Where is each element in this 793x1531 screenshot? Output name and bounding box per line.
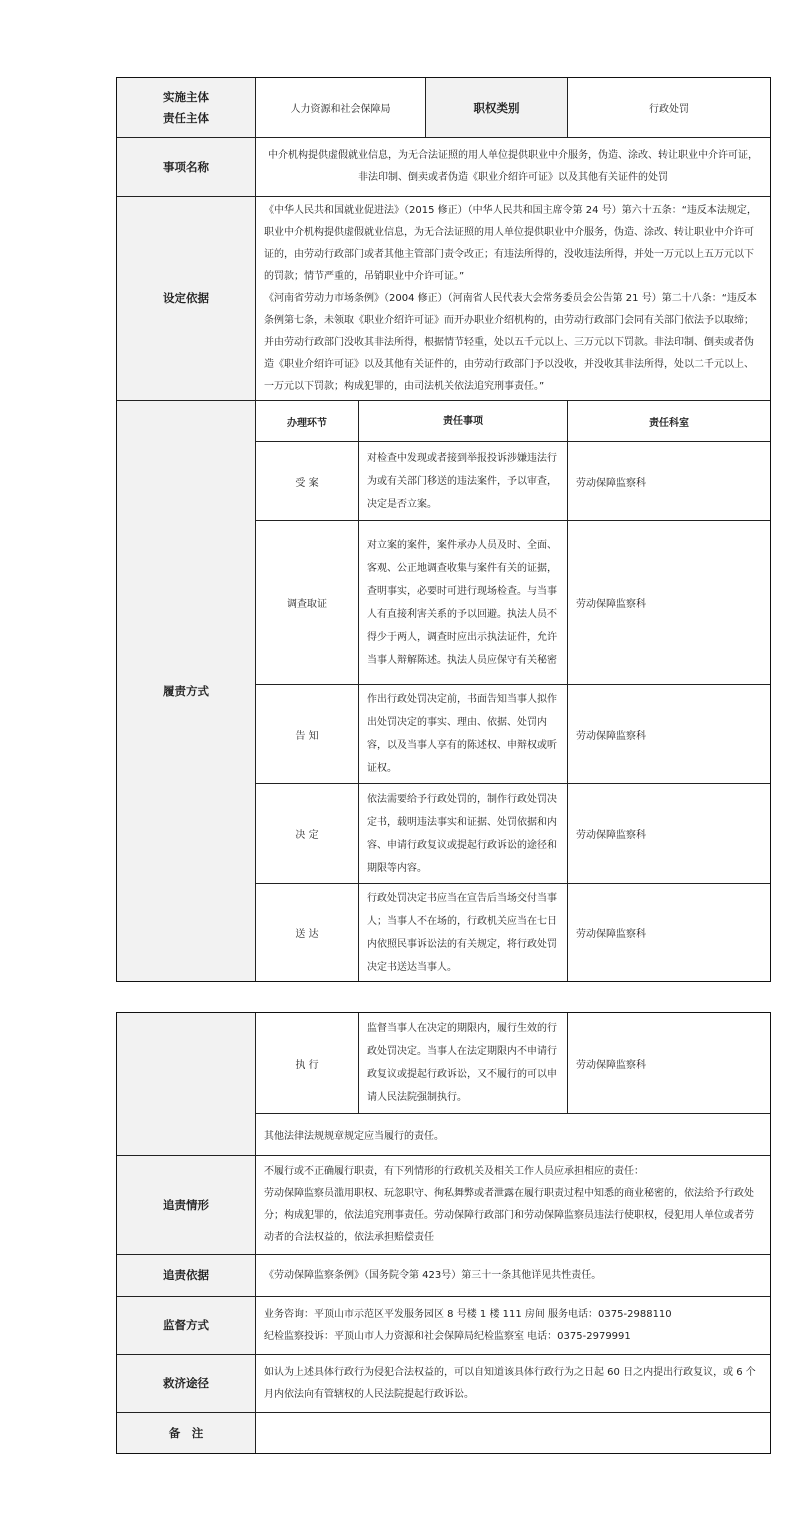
other-duty-row — [256, 1114, 770, 1155]
duty-label: 履责方式 — [117, 401, 256, 981]
duty-row-deliver — [256, 884, 770, 981]
supervision-line: 业务咨询：平顶山市示范区平发服务园区 8 号楼 1 楼 111 房间 服务电话：0375-2988110 — [264, 1308, 672, 1320]
accountability-label: 追责情形 — [117, 1156, 256, 1254]
header-step: 办理环节 — [256, 401, 359, 441]
item-name-row — [117, 138, 770, 197]
duty-row — [117, 401, 770, 981]
accountability-basis-label: 追责依据 — [117, 1255, 256, 1296]
other-duty-text: 其他法律法规规章规定应当履行的责任。 — [264, 1131, 444, 1142]
duty-row-investigate — [256, 521, 770, 685]
header-dept: 责任科室 — [649, 417, 689, 429]
matter-cell: 作出行政处罚决定前，书面告知当事人拟作出处罚决定的事实、理由、依据、处罚内容，以及当事人享有的陈述权、申辩权或听证权。 — [359, 685, 568, 783]
subject-label: 实施主体 责任主体 — [117, 78, 256, 137]
basis-paragraph: 《河南省劳动力市场条例》（2004 修正）（河南省人民代表大会常务委员会公告第 21 号）第二十八条：“违反本条例第七条，未领取《职业介绍许可证》而开办职业介绍机构的，由劳动行政部门会同有关部门依法予以取缔；并由劳动行政部门没收其非法所得，根据情节轻重，处以五千元以上、三万元以下罚款。非法印制、倒卖或者伪造《职业介绍许可证》以及其他有关证件的，由劳动行政部门予以没收，并没收其非法所得，处以二千元以上、一万元以下罚款；构成犯罪的，由司法机关依法追究刑事责任。” — [264, 292, 757, 392]
accountability-basis-row — [117, 1255, 770, 1297]
matter-cell: 依法需要给予行政处罚的，制作行政处罚决定书，载明违法事实和证据、处罚依据和内容、申请行政复议或提起行政诉讼的途径和期限等内容。 — [359, 784, 568, 883]
basis-paragraph: 《中华人民共和国就业促进法》（2015 修正）（中华人民共和国主席令第 24 号）第六十五条：“违反本法规定，职业中介机构提供虚假就业信息，为无合法证照的用人单位提供职业中介服务，伪造、涂改、转让职业中介许可证的，由劳动行政部门或者其他主管部门责令改正；有违法所得的，没收违法所得，并处一万元以上五万元以下的罚款；情节严重的，吊销职业中介许可证。” — [264, 204, 757, 282]
duty-row-decide — [256, 784, 770, 884]
accountability-row — [117, 1156, 770, 1255]
supervision-value — [256, 1297, 770, 1354]
supervision-row — [117, 1297, 770, 1355]
subject-value: 人力资源和社会保障局 — [256, 78, 426, 137]
basis-label: 设定依据 — [117, 197, 256, 400]
duty-subtable — [256, 401, 770, 981]
power-list-table-page2 — [116, 1012, 771, 1454]
remedy-label: 救济途径 — [117, 1355, 256, 1412]
remedy-row — [117, 1355, 770, 1413]
category-value: 行政处罚 — [649, 104, 689, 115]
step-cell: 送 达 — [256, 884, 359, 981]
header-matter: 责任事项 — [359, 401, 568, 441]
basis-value — [256, 197, 770, 400]
dept-cell: 劳动保障监察科 — [576, 730, 646, 742]
dept-cell: 劳动保障监察科 — [576, 477, 646, 489]
step-cell: 告 知 — [256, 685, 359, 783]
accountability-basis-value: 《劳动保障监察条例》（国务院令第 423号）第三十一条其他详见共性责任。 — [264, 1269, 602, 1281]
duty-subtable-continued — [256, 1013, 770, 1155]
category-label: 职权类别 — [426, 78, 568, 137]
subject-row — [117, 78, 770, 138]
step-cell: 决 定 — [256, 784, 359, 883]
duty-row-execute — [256, 1013, 770, 1114]
matter-cell: 行政处罚决定书应当在宣告后当场交付当事人；当事人不在场的，行政机关应当在七日内依照民事诉讼法的有关规定，将行政处罚决定书送达当事人。 — [359, 884, 568, 981]
duty-row-notify — [256, 685, 770, 784]
remark-row — [117, 1413, 770, 1453]
matter-cell: 对检查中发现或者接到举报投诉涉嫌违法行为或有关部门移送的违法案件，予以审查，决定是否立案。 — [359, 442, 568, 520]
matter-cell: 对立案的案件，案件承办人员及时、全面、客观、公正地调查收集与案件有关的证据，查明事实，必要时可进行现场检查。与当事人有直接利害关系的予以回避。执法人员不得少于两人，调查时应出示执法证件，允许当事人辩解陈述。执法人员应保守有关秘密 — [359, 521, 568, 684]
accountability-line: 不履行或不正确履行职责，有下列情形的行政机关及相关工作人员应承担相应的责任： — [264, 1166, 644, 1177]
item-name-label: 事项名称 — [117, 138, 256, 196]
supervision-label: 监督方式 — [117, 1297, 256, 1354]
step-cell: 执 行 — [256, 1013, 359, 1113]
accountability-line: 劳动保障监察员滥用职权、玩忽职守、徇私舞弊或者泄露在履行职责过程中知悉的商业秘密的，依法给予行政处分；构成犯罪的，依法追究刑事责任。劳动保障行政部门和劳动保障监察员违法行使职权，侵犯用人单位或者劳动者的合法权益的，依法承担赔偿责任 — [264, 1188, 754, 1243]
matter-cell: 监督当事人在决定的期限内，履行生效的行政处罚决定。当事人在法定期限内不申请行政复议或提起行政诉讼，又不履行的可以申请人民法院强制执行。 — [359, 1013, 568, 1113]
step-cell: 受 案 — [256, 442, 359, 520]
remark-label: 备 注 — [117, 1413, 256, 1453]
item-name-value: 中介机构提供虚假就业信息，为无合法证照的用人单位提供职业中介服务，伪造、涂改、转让职业中介许可证，非法印制、倒卖或者伪造《职业介绍许可证》以及其他有关证件的处罚 — [268, 150, 758, 183]
accountability-value — [256, 1156, 770, 1254]
duty-continued-row — [117, 1013, 770, 1156]
power-list-table-page1 — [116, 77, 771, 982]
duty-label-continued — [117, 1013, 256, 1155]
dept-cell: 劳动保障监察科 — [576, 1059, 646, 1071]
remark-value — [256, 1413, 770, 1453]
duty-row-accept — [256, 442, 770, 521]
step-cell: 调查取证 — [256, 521, 359, 684]
duty-header-row — [256, 401, 770, 442]
dept-cell: 劳动保障监察科 — [576, 599, 646, 610]
dept-cell: 劳动保障监察科 — [576, 929, 646, 940]
dept-cell: 劳动保障监察科 — [576, 830, 646, 841]
basis-row — [117, 197, 770, 401]
supervision-line: 纪检监察投诉：平顶山市人力资源和社会保障局纪检监察室 电话：0375-2979991 — [264, 1330, 631, 1342]
remedy-value: 如认为上述具体行政行为侵犯合法权益的，可以自知道该具体行政行为之日起 60 日之内提出行政复议，或 6 个月内依法向有管辖权的人民法院提起行政诉讼。 — [264, 1366, 756, 1400]
